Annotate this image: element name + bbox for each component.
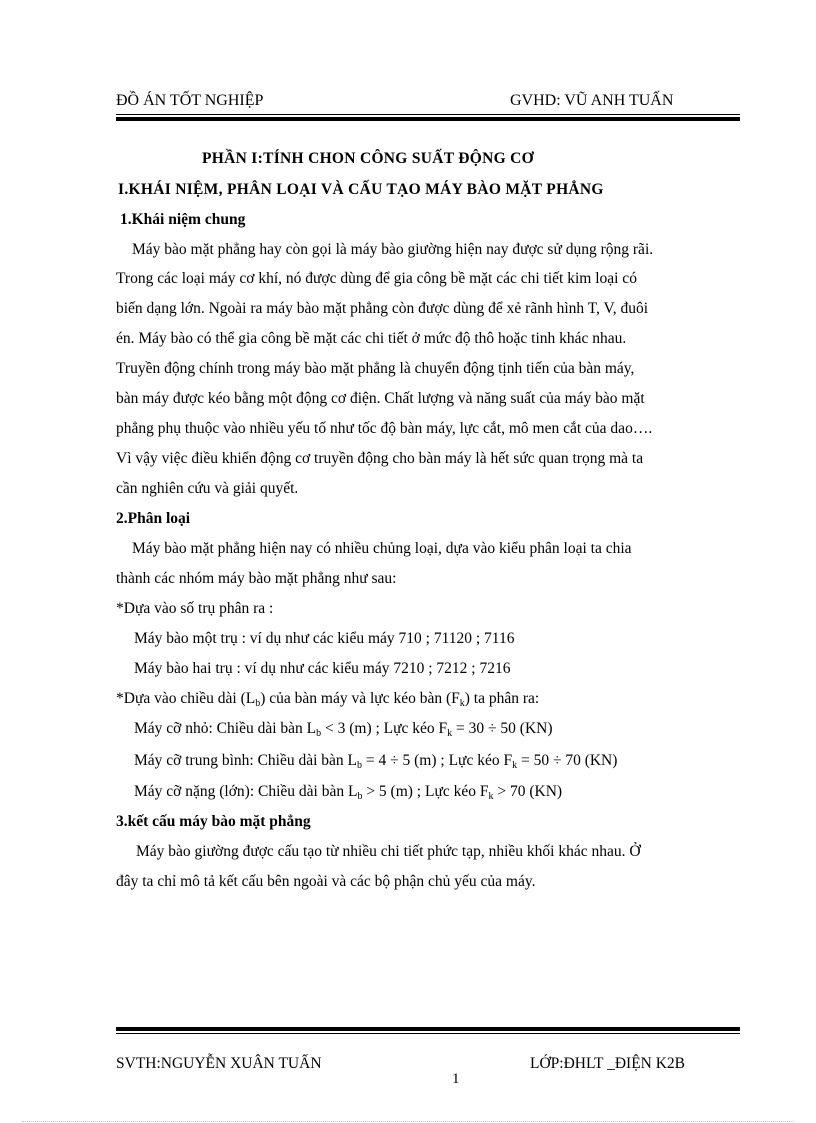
- footer-rule-thin: [116, 1033, 740, 1034]
- list-item: Máy bào hai trụ : ví dụ như các kiểu máy 7210 ; 7212 ; 7216: [134, 660, 511, 677]
- header-rule-thin: [116, 114, 740, 115]
- paragraph-line: Truyền động chính trong máy bào mặt phẳng là chuyển động tịnh tiến của bàn máy,: [116, 360, 635, 377]
- list-item: Máy cỡ nhỏ: Chiều dài bàn $L_b < 3$ (m) ; Lực kéo $F_k = 30 \div 50$ (KN): [134, 720, 553, 739]
- chapter-title: I.KHÁI NIỆM, PHÂN LOẠI VÀ CẤU TẠO MÁY BÀO MẶT PHẲNG: [118, 181, 604, 198]
- classification-by-pillars: *Dựa vào số trụ phân ra :: [116, 600, 274, 617]
- page-header: [116, 92, 740, 114]
- paragraph-line: cần nghiên cứu và giải quyết.: [116, 480, 299, 497]
- paragraph-line: Máy bào giường được cấu tạo từ nhiều chi tiết phức tạp, nhiều khối khác nhau. Ở: [136, 843, 641, 860]
- paragraph-line: đây ta chỉ mô tả kết cấu bên ngoài và các bộ phận chủ yếu của máy.: [116, 873, 536, 890]
- paragraph-line: bàn máy được kéo bằng một động cơ điện. Chất lượng và năng suất của máy bào mặt: [116, 390, 645, 407]
- section-3-heading: 3.kết cấu máy bào mặt phẳng: [116, 813, 311, 830]
- section-2-heading: 2.Phân loại: [116, 510, 191, 527]
- paragraph-line: Vì vậy việc điều khiển động cơ truyền động cho bàn máy là hết sức quan trọng mà ta: [116, 450, 644, 467]
- paragraph-line: phẳng phụ thuộc vào nhiều yếu tố như tốc độ bàn máy, lực cắt, mô men cắt của dao….: [116, 420, 653, 437]
- list-item: Máy cỡ nặng (lớn): Chiều dài bàn $L_b > 5$ (m) ; Lực kéo $F_k > 70$ (KN): [134, 783, 563, 802]
- paragraph-line: én. Máy bào có thể gia công bề mặt các chi tiết ở mức độ thô hoặc tinh khác nhau.: [116, 330, 627, 347]
- paragraph-line: biến dạng lớn. Ngoài ra máy bào mặt phẳng còn được dùng để xẻ rãnh hình T, V, đuôi: [116, 300, 649, 317]
- paragraph-line: Máy bào mặt phẳng hiện nay có nhiều chủng loại, dựa vào kiểu phân loại ta chia: [132, 540, 632, 557]
- section-1-heading: 1.Khái niệm chung: [120, 211, 246, 228]
- footer-rule-thick: [116, 1027, 740, 1031]
- paragraph-line: Máy bào mặt phẳng hay còn gọi là máy bào giường hiện nay được sử dụng rộng rãi.: [132, 241, 654, 258]
- classification-by-length: *Dựa vào chiều dài $(L_b)$ của bàn máy và lực kéo bàn $(F_k)$ ta phân ra:: [116, 690, 540, 709]
- paragraph-line: Trong các loại máy cơ khí, nó được dùng để gia công bề mặt các chi tiết kim loại có: [116, 270, 637, 287]
- part-title: PHẦN I:TÍNH CHON CÔNG SUẤT ĐỘNG CƠ: [202, 150, 534, 167]
- header-supervisor: GVHD: VŨ ANH TUẤN: [510, 92, 674, 109]
- page-number: 1: [452, 1071, 460, 1087]
- footer-student: SVTH:NGUYỄN XUÂN TUẤN: [116, 1055, 322, 1072]
- paragraph-line: thành các nhóm máy bào mặt phẳng như sau:: [116, 570, 397, 587]
- list-item: Máy cỡ trung bình: Chiều dài bàn $L_b = 4 \div 5$ (m) ; Lực kéo $F_k = 50 \div 70$ (KN): [134, 752, 618, 771]
- list-item: Máy bào một trụ : ví dụ như các kiểu máy 710 ; 71120 ; 7116: [134, 630, 515, 647]
- header-project-title: ĐỒ ÁN TỐT NGHIỆP: [116, 92, 264, 109]
- header-rule-thick: [116, 117, 740, 121]
- page-edge-dots: [22, 1121, 794, 1122]
- footer-class: LỚP:ĐHLT _ĐIỆN K2B: [530, 1055, 686, 1072]
